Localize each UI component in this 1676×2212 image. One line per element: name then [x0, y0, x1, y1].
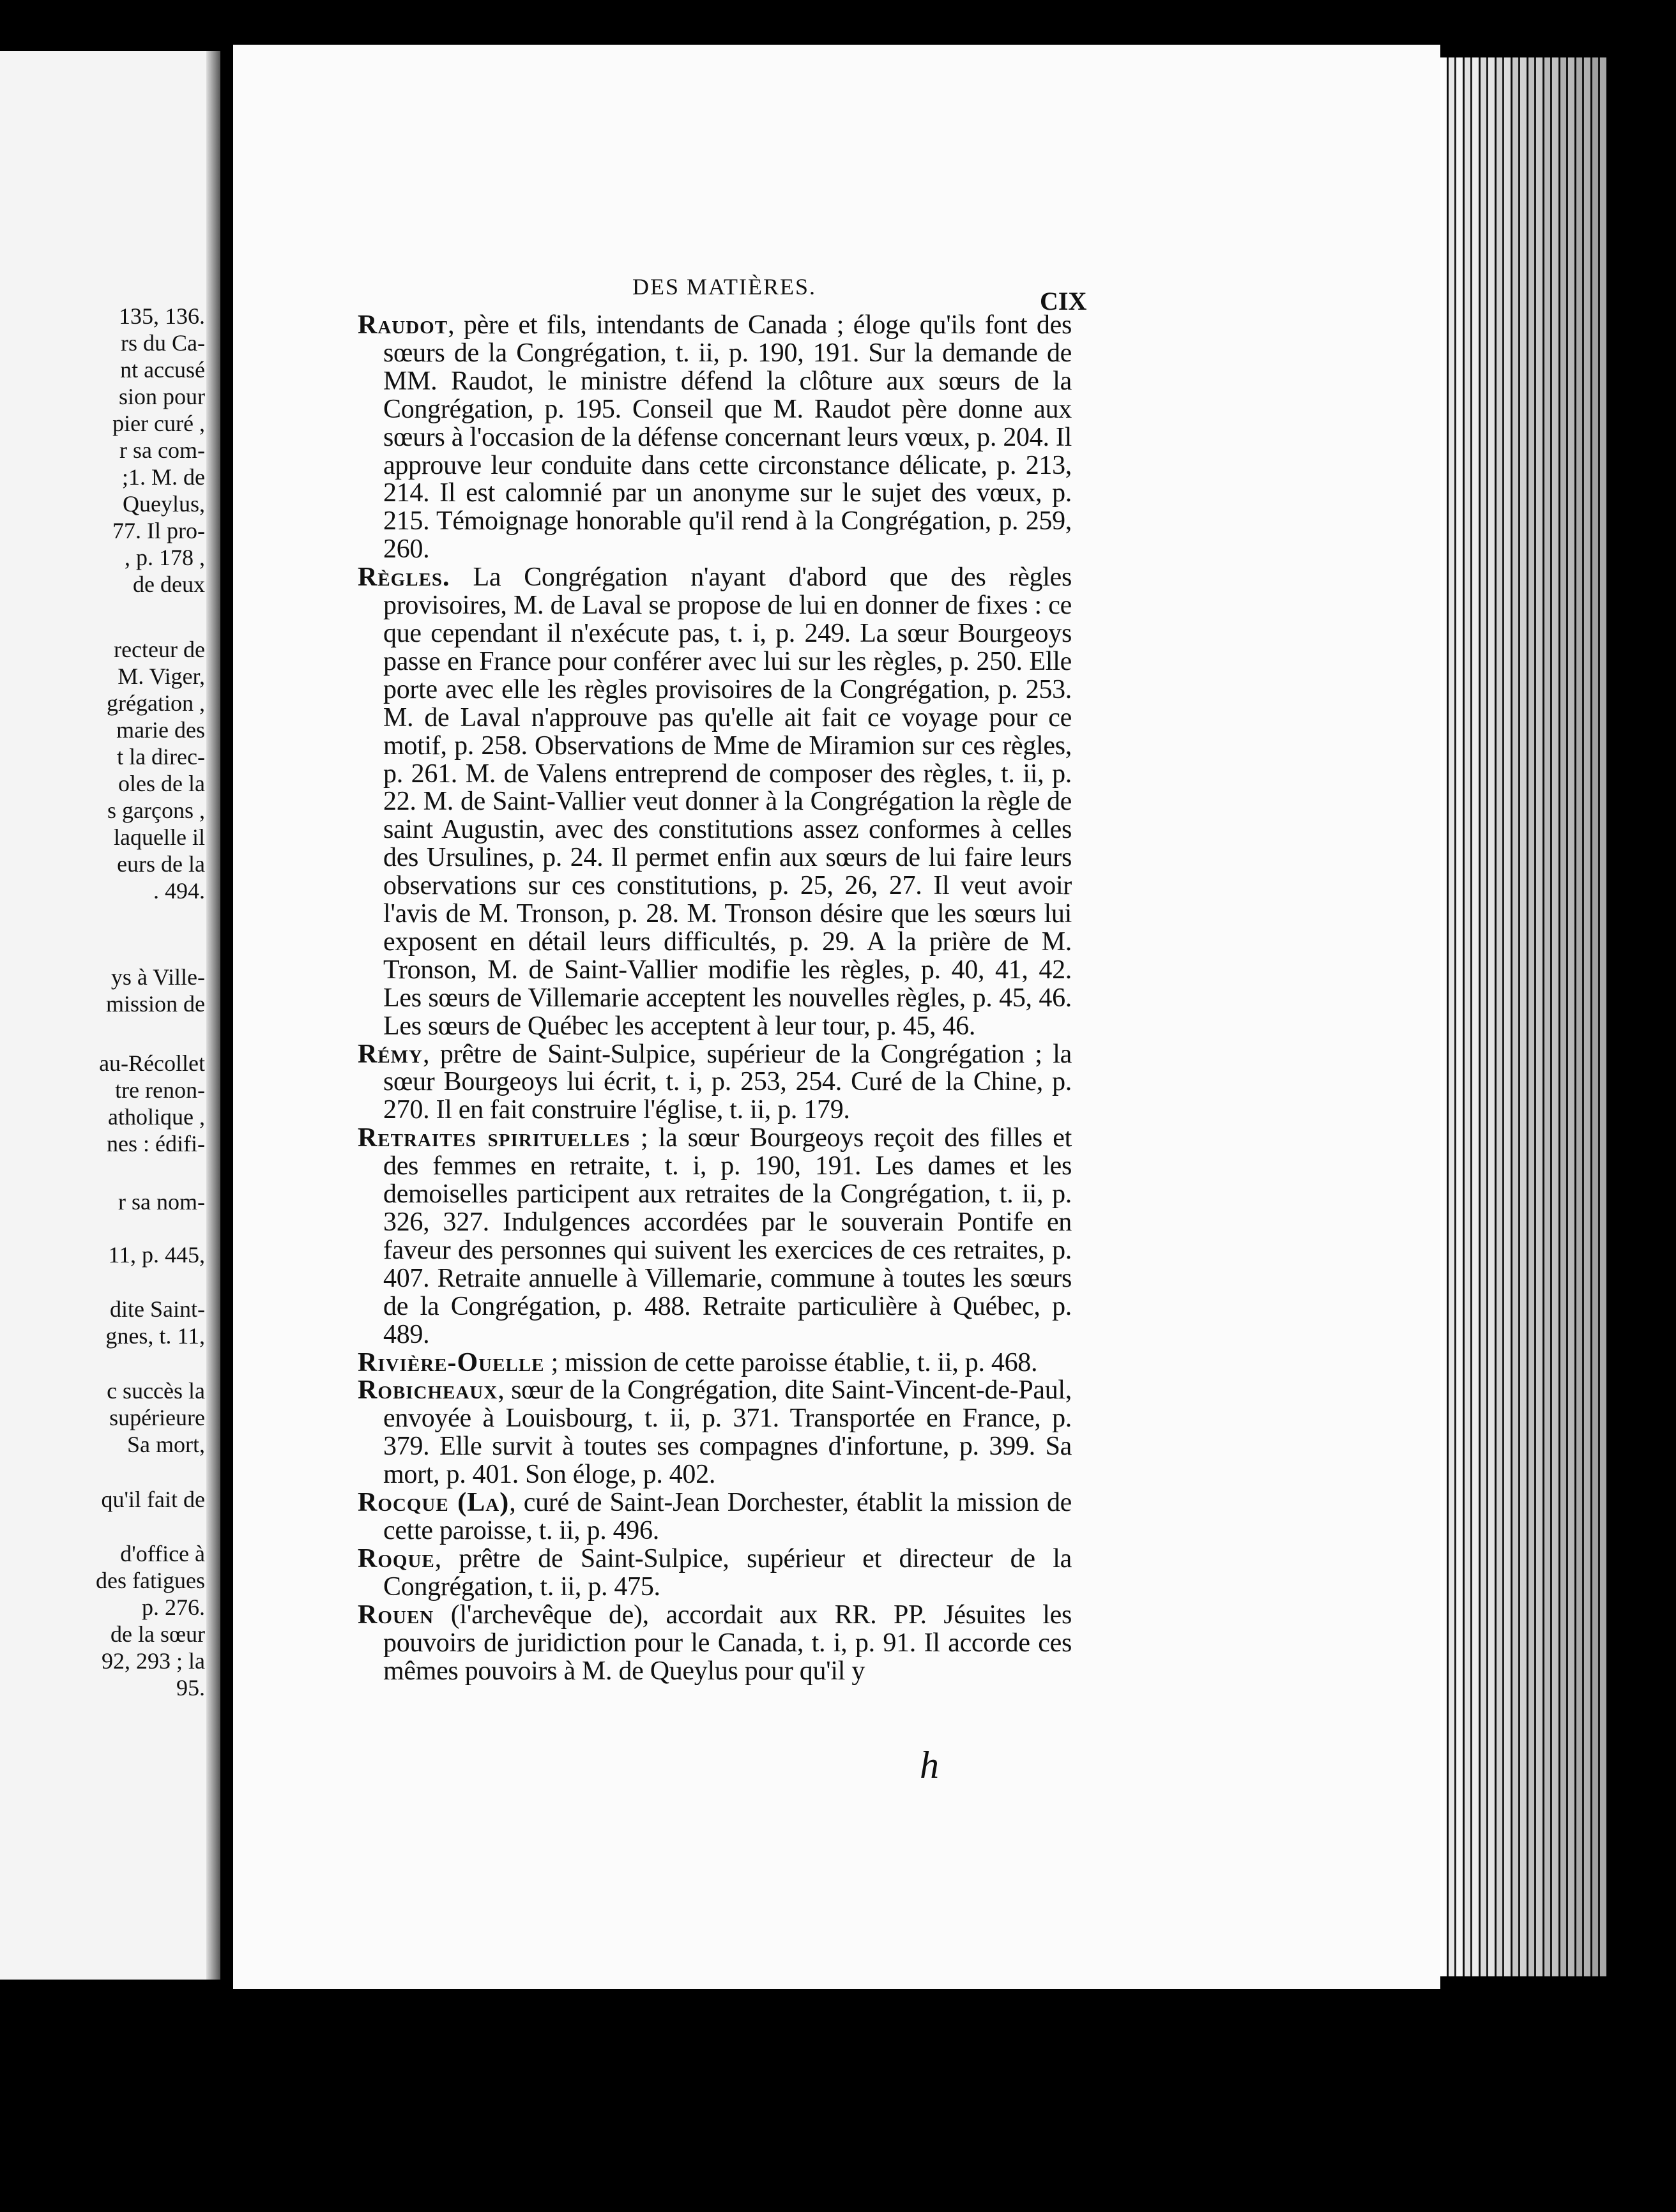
- entry-text: , curé de Saint-Jean Dorchester, établit la mission de cette paroisse, t. ii, p. 496.: [383, 1488, 1072, 1545]
- running-head: DES MATIÈRES.: [632, 274, 817, 299]
- left-page-line: sion pour: [119, 384, 205, 409]
- left-page-line: eurs de la: [117, 851, 205, 877]
- entry-text: (l'archevêque de), accordait aux RR. PP. Jésuites les pouvoirs de juridiction pour le Canada, t. i, p. 91. Il accorde ces mêmes pouvoirs à M. de Queylus pour qu'il y: [383, 1600, 1072, 1686]
- left-page-line: au-Récollet: [99, 1050, 205, 1076]
- entry-text: La Congrégation n'ayant d'abord que des règles provisoires, M. de Laval se propose de lui en donner de fixes : ce que cependant il n'exécute pas, t. i, p. 249. La sœur Bourgeoys passe en France pour conférer avec lui sur les règles, p. 250. Elle porte avec elle les règles provisoires de la Congrégation, p. 253. M. de Laval n'approuve pas qu'elle ait fait ce voyage pour ce motif, p. 258. Observations de Mme de Miramion sur ces règles, p. 261. M. de Valens entreprend de composer des règles, t. ii, p. 22. M. de Saint-Vallier veut donner à la Congrégation la règle de saint Augustin, avec des constitutions assez conformes à celles des Ursulines, p. 24. Il permet enfin aux sœurs de lui faire leurs observations sur ces constitutions, p. 25, 26, 27. Il veut avoir l'avis de M. Tronson, p. 28. M. Tronson désire que les sœurs lui exposent en détail leurs difficultés, p. 29. A la prière de M. Tronson, M. de Saint-Vallier modifie les règles, p. 40, 41, 42. Les sœurs de Villemarie acceptent les nouvelles règles, p. 45, 46. Les sœurs de Québec les acceptent à leur tour, p. 45, 46.: [383, 563, 1072, 1041]
- entry-text: ; mission de cette paroisse établie, t. ii, p. 468.: [544, 1347, 1038, 1377]
- entry-headword: Roque: [358, 1543, 435, 1573]
- left-page-line: 11, p. 445,: [108, 1242, 205, 1268]
- left-page-line: 95.: [176, 1675, 205, 1701]
- left-page-line: mission de: [105, 991, 205, 1017]
- left-page-line: . 494.: [153, 878, 205, 904]
- left-page-line: ;1. M. de: [122, 464, 205, 490]
- left-page-line: tre renon-: [115, 1077, 205, 1103]
- left-page-line: 135, 136.: [119, 303, 205, 329]
- entry-headword: Raudot: [358, 310, 448, 340]
- left-page-line: grégation ,: [107, 690, 205, 716]
- left-page-line: p. 276.: [142, 1595, 205, 1620]
- entry-headword: Rouen: [358, 1600, 434, 1630]
- entry-headword: Rocque (La): [358, 1488, 510, 1518]
- left-page-line: des fatigues: [96, 1568, 205, 1593]
- index-entry: [358, 1545, 1072, 1602]
- left-page-line: pier curé ,: [112, 411, 205, 436]
- index-entry: [358, 312, 1072, 564]
- entry-text: , prêtre de Saint-Sulpice, supérieur de la Congrégation ; la sœur Bourgeoys lui écrit, t. i, p. 253, 254. Curé de la Chine, p. 270. Il en fait construire l'église, t. ii, p. 179.: [383, 1039, 1072, 1125]
- left-page-line: de la sœur: [110, 1621, 205, 1647]
- page-edges: [1440, 57, 1606, 1976]
- left-page-line: de deux: [133, 572, 205, 597]
- left-page-line: laquelle il: [114, 824, 205, 850]
- left-page: [0, 51, 220, 1980]
- left-page-line: nes : édifi-: [107, 1131, 205, 1156]
- left-page-line: Sa mort,: [127, 1432, 205, 1457]
- left-page-line: M. Viger,: [118, 663, 205, 689]
- index-entries: [358, 312, 1072, 1685]
- left-page-line: 92, 293 ; la: [102, 1648, 205, 1674]
- index-entry: [358, 1377, 1072, 1489]
- left-page-line: dite Saint-: [110, 1296, 205, 1322]
- left-page-line: 77. Il pro-: [112, 518, 205, 543]
- entry-headword: Robicheaux: [358, 1375, 498, 1405]
- left-page-line: recteur de: [114, 637, 205, 662]
- left-page-line: supérieure: [109, 1405, 205, 1430]
- left-page-line: rs du Ca-: [121, 330, 205, 356]
- index-entry: [358, 564, 1072, 1040]
- left-page-line: c succès la: [107, 1378, 205, 1404]
- index-entry: [358, 1125, 1072, 1349]
- index-entry: [358, 1489, 1072, 1545]
- left-page-line: qu'il fait de: [101, 1487, 205, 1512]
- left-page-line: nt accusé: [120, 357, 205, 383]
- left-page-gutter: [206, 51, 220, 1980]
- page-number: CIX: [1040, 287, 1087, 315]
- left-page-line: , p. 178 ,: [125, 545, 205, 570]
- left-page-line: Queylus,: [123, 491, 205, 517]
- entry-text: , père et fils, intendants de Canada ; éloge qu'ils font des sœurs de la Congrégation, t. ii, p. 190, 191. Sur la demande de MM. Raudot, le ministre défend la clôture aux sœurs de la Congrégation, p. 195. Conseil que M. Raudot père donne aux sœurs à l'occasion de la défense concernant leurs vœux, p. 204. Il approuve leur conduite dans cette circonstance délicate, p. 213, 214. Il est calomnié par un anonyme sur le sujet des vœux, p. 215. Témoignage honorable qu'il rend à la Congrégation, p. 259, 260.: [383, 310, 1072, 564]
- left-page-line: atholique ,: [108, 1104, 205, 1130]
- entry-text: ; la sœur Bourgeoys reçoit des filles et des femmes en retraite, t. i, p. 190, 191. Les dames et les demoiselles participent aux retraites de la Congrégation, t. ii, p. 326, 327. Indulgences accordées par le souverain Pontife en faveur des personnes qui suivent les exercices de ces retraites, p. 407. Retraite annuelle à Villemarie, commune à toutes les sœurs de la Congrégation, p. 488. Retraite particulière à Québec, p. 489.: [383, 1123, 1072, 1349]
- entry-headword: Retraites spirituelles: [358, 1123, 630, 1153]
- left-page-line: s garçons ,: [107, 798, 205, 823]
- signature-mark: h: [920, 1744, 939, 1786]
- entry-headword: Rémy: [358, 1039, 423, 1069]
- index-entry: [358, 1602, 1072, 1686]
- left-page-line: ys à Ville-: [110, 964, 205, 990]
- entry-headword: Règles.: [358, 563, 450, 593]
- left-page-line: oles de la: [118, 771, 205, 796]
- left-page-line: t la direc-: [117, 744, 205, 769]
- left-page-line: gnes, t. 11,: [105, 1323, 205, 1349]
- index-entry: [358, 1349, 1072, 1377]
- entry-text: , prêtre de Saint-Sulpice, supérieur et directeur de la Congrégation, t. ii, p. 475.: [383, 1543, 1072, 1602]
- left-page-line: r sa nom-: [118, 1189, 205, 1215]
- entry-text: , sœur de la Congrégation, dite Saint-Vincent-de-Paul, envoyée à Louisbourg, t. ii, p. 371. Transportée en France, p. 379. Elle survit à toutes ses compagnes d'infortune, p. 399. Sa mort, p. 401. Son éloge, p. 402.: [383, 1375, 1072, 1490]
- left-page-line: d'office à: [120, 1541, 205, 1566]
- left-page-line: marie des: [116, 717, 205, 743]
- entry-headword: Rivière-Ouelle: [358, 1347, 545, 1377]
- index-entry: [358, 1041, 1072, 1125]
- left-page-line: r sa com-: [119, 437, 205, 463]
